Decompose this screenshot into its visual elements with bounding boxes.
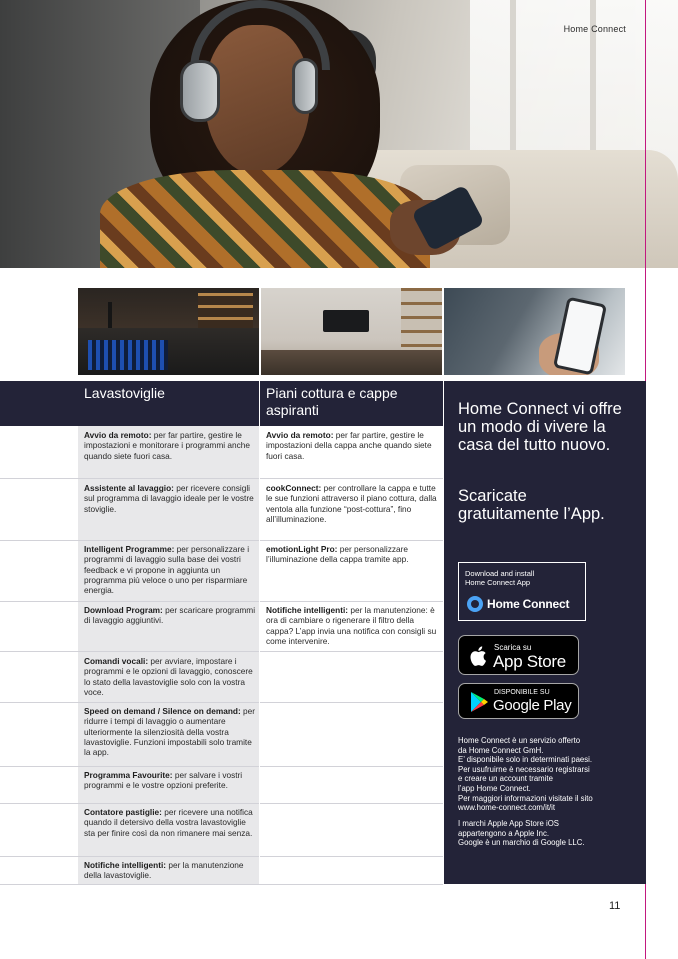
row-divider <box>0 651 443 652</box>
row-divider <box>0 540 443 541</box>
google-play-small-label: DISPONIBILE SU <box>494 689 550 696</box>
note-line: appartengono a Apple Inc. <box>458 828 550 838</box>
service-info-note <box>458 736 628 813</box>
table-bottom-line <box>0 884 443 885</box>
promo-subtitle: Scaricate gratuitamente l’App. <box>458 487 605 523</box>
feature-cell: Contatore pastiglie: per ricevere una notifica quando il detersivo della vostra lavastoviglie sta per finire così da non rimanere mai senza. <box>84 807 253 838</box>
page-number: 11 <box>609 900 621 912</box>
header-band-left <box>0 381 78 426</box>
row-divider <box>0 856 443 857</box>
note-line: Per usufruirne è necessario registrarsi <box>458 764 590 774</box>
thumbnail-cooker-hood <box>261 288 442 375</box>
hero-photo <box>0 0 678 268</box>
home-connect-logo <box>467 596 569 612</box>
apple-icon <box>468 644 490 668</box>
download-line-1: Download and install <box>465 569 535 578</box>
google-play-label: Google Play <box>493 697 572 714</box>
note-line: E’ disponibile solo in determinati paesi. <box>458 755 593 765</box>
feature-cell: emotionLight Pro: per personalizzare l’illuminazione della cappa tramite app. <box>266 544 409 565</box>
feature-cell: Download Program: per scaricare programmi di lavaggio aggiuntivi. <box>84 605 256 626</box>
feature-cell: Avvio da remoto: per far partire, gestire le impostazioni e monitorare i programmi anche quando siete fuori casa. <box>84 430 251 461</box>
feature-cell: Notifiche intelligenti: per la manutenzione della lavastoviglie. <box>84 860 244 881</box>
row-divider <box>0 601 443 602</box>
feature-cell: cookConnect: per controllare la cappa e tutte le sue funzioni attraverso il piano cottura, dalla ventola alla funzione “post-cottura”, fino all’illuminazione. <box>266 483 437 524</box>
row-divider <box>0 702 443 703</box>
trademark-note <box>458 819 628 848</box>
google-play-icon <box>468 690 490 714</box>
row-divider <box>0 478 443 479</box>
feature-cell: Assistente al lavaggio: per ricevere consigli sul programma di lavaggio ideale per le vostre stoviglie. <box>84 483 254 514</box>
feature-cell: Avvio da remoto: per far partire, gestire le impostazioni della cappa anche quando siete fuori casa. <box>266 430 432 461</box>
column-divider <box>259 381 260 884</box>
note-line: l’app Home Connect. <box>458 783 531 793</box>
header-brand: Home Connect <box>563 24 626 34</box>
feature-cell: Programma Favourite: per salvare i vostri programmi e le vostre opzioni preferite. <box>84 770 243 791</box>
note-line: da Home Connect GmH. <box>458 745 544 755</box>
feature-cell: Notifiche intelligenti: per la manutenzione: è ora di cambiare o rigenerare il filtro della cappa? L’app invia una notifica con consigli su come intervenire. <box>266 605 437 646</box>
hero-person-shirt <box>100 170 430 268</box>
feature-cell: Intelligent Programme: per personalizzare i programmi di lavaggio sulla base dei vostri feedback e vi propone in aggiunta un programma più veloce o uno per risparmiare energia. <box>84 544 250 596</box>
note-line: I marchi Apple App Store iOS <box>458 819 559 828</box>
row-divider <box>0 803 443 804</box>
note-line: e creare un account tramite <box>458 774 553 784</box>
row-divider <box>0 766 443 767</box>
home-connect-download-box[interactable] <box>458 562 586 621</box>
app-store-small-label: Scarica su <box>494 643 532 652</box>
app-store-badge[interactable] <box>458 635 579 675</box>
google-play-badge[interactable] <box>458 683 579 719</box>
feature-cell: Speed on demand / Silence on demand: per ridurre i tempi di lavaggio o aumentare ulteriormente la silenziosità della vostra lavastoviglie. Funzioni impostabili solo tramite la app. <box>84 706 256 758</box>
column-title-dishwashers: Lavastoviglie <box>84 385 165 401</box>
headphones-right-cup <box>292 58 318 114</box>
app-store-label: App Store <box>493 652 566 671</box>
note-line: Home Connect è un servizio offerto <box>458 736 581 745</box>
thumbnail-dishwasher-kitchen <box>78 288 259 375</box>
note-line: Per maggiori informazioni visitate il sito <box>458 793 593 803</box>
home-connect-logo-text: Home Connect <box>487 597 570 611</box>
website-link[interactable]: www.home-connect.com/it/it <box>458 803 556 813</box>
download-line-2: Home Connect App <box>465 578 531 587</box>
note-line: Google è un marchio di Google LLC. <box>458 838 585 848</box>
column-title-hobs-hoods: Piani cottura e cappe aspiranti <box>266 385 398 418</box>
headphones-left-cup <box>180 60 220 122</box>
promo-title: Home Connect vi offre un modo di vivere la casa del tutto nuovo. <box>458 400 622 454</box>
home-connect-icon <box>467 596 483 612</box>
feature-cell: Comandi vocali: per avviare, impostare i programmi e le opzioni di lavaggio, conoscere lo stato della lavastoviglie solo con la vostra voce. <box>84 656 253 697</box>
thumbnail-app-phone <box>444 288 625 375</box>
